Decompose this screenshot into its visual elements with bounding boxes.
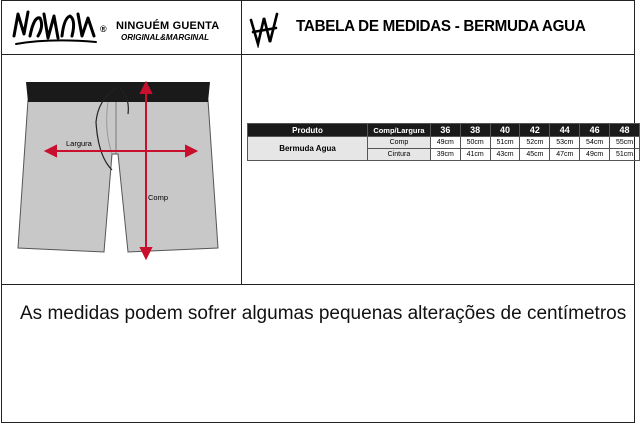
header-size: 44 [550, 124, 580, 137]
table-cell: 41cm [460, 149, 490, 161]
table-cell: 55cm [610, 137, 640, 149]
header-divider [1, 54, 635, 55]
brand-name: NINGUÉM GUENTA [116, 20, 220, 32]
table-cell: 50cm [460, 137, 490, 149]
shorts-illustration [12, 70, 232, 270]
table-cell: 51cm [610, 149, 640, 161]
column-divider [241, 0, 242, 285]
header-size: 46 [580, 124, 610, 137]
table-cell: 47cm [550, 149, 580, 161]
header-measure: Comp/Largura [368, 124, 431, 137]
body-divider [1, 284, 635, 285]
table-cell: 51cm [490, 137, 520, 149]
header-size: 38 [460, 124, 490, 137]
header-size: 36 [430, 124, 460, 137]
size-table [247, 123, 640, 161]
measurement-note: As medidas podem sofrer algumas pequenas alterações de centímetros [20, 303, 627, 324]
table-row [248, 137, 640, 149]
table-cell: 54cm [580, 137, 610, 149]
table-cell: 43cm [490, 149, 520, 161]
header-size: 42 [520, 124, 550, 137]
product-name: Bermuda Agua [248, 137, 368, 161]
brand-mark-icon [248, 10, 280, 48]
waistband [26, 82, 210, 102]
table-cell: 45cm [520, 149, 550, 161]
graffiti-logo-icon [10, 6, 100, 50]
page-title: TABELA DE MEDIDAS - BERMUDA AGUA [296, 18, 586, 35]
table-cell: 39cm [430, 149, 460, 161]
brand-tagline: ORIGINAL&MARGINAL [121, 33, 209, 42]
table-cell: 49cm [580, 149, 610, 161]
table-cell: 49cm [430, 137, 460, 149]
row-label: Comp [368, 137, 431, 149]
brand-logo [10, 6, 100, 50]
registered-mark: ® [100, 24, 107, 34]
header-product: Produto [248, 124, 368, 137]
shorts-body [18, 100, 218, 252]
table-cell: 52cm [520, 137, 550, 149]
header-size: 40 [490, 124, 520, 137]
table-header-row [248, 124, 640, 137]
width-label: Largura [66, 139, 92, 148]
row-label: Cintura [368, 149, 431, 161]
header-size: 48 [610, 124, 640, 137]
length-label: Comp [148, 193, 169, 202]
table-cell: 53cm [550, 137, 580, 149]
